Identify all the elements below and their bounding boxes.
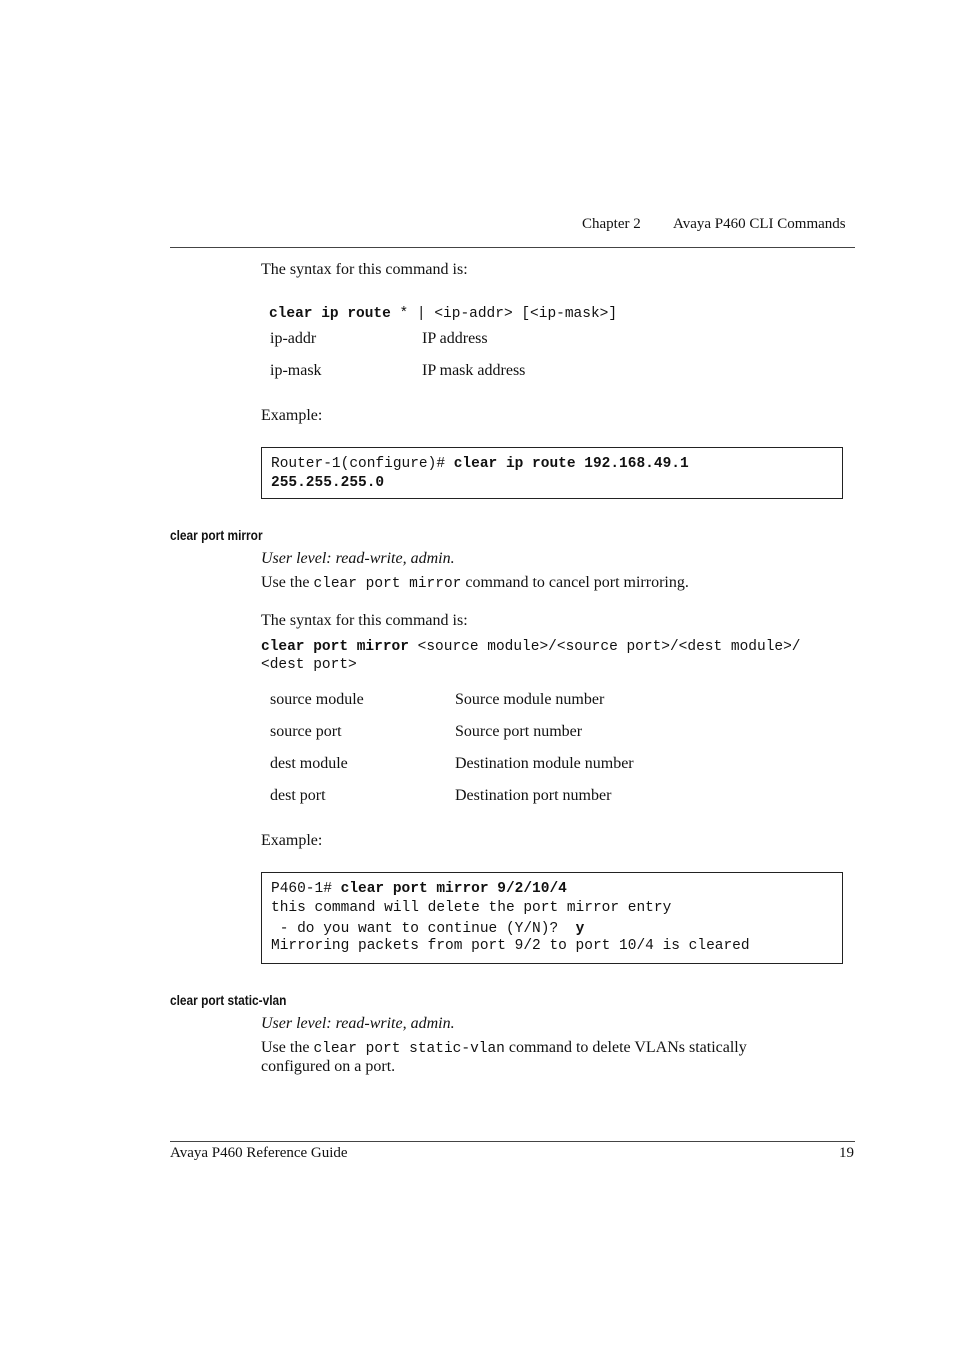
example-code-line	[271, 473, 384, 491]
syntax-arguments: * | <ip-addr> [<ip-mask>]	[390, 306, 618, 322]
inline-command: clear port static-vlan	[313, 1041, 505, 1057]
param-name: dest module	[270, 755, 348, 772]
description-text: Use the	[261, 574, 314, 591]
example-code-box	[261, 447, 843, 499]
param-description: Destination port number	[455, 787, 612, 804]
running-header-title: Avaya P460 CLI Commands	[673, 216, 846, 232]
section-heading: clear port mirror	[170, 527, 263, 543]
syntax-intro: The syntax for this command is:	[261, 612, 468, 629]
footer-rule	[170, 1141, 855, 1142]
description-continued: configured on a port.	[261, 1058, 396, 1075]
footer-title: Avaya P460 Reference Guide	[170, 1145, 348, 1161]
syntax-line	[261, 637, 801, 655]
param-name: dest port	[270, 787, 326, 804]
description	[261, 1039, 747, 1057]
param-description: Source module number	[455, 691, 605, 708]
syntax-line	[261, 286, 617, 322]
param-name: ip-addr	[270, 330, 317, 347]
example-code-box	[261, 872, 843, 964]
param-description: Source port number	[455, 723, 583, 740]
syntax-arguments: <dest port>	[261, 657, 357, 673]
example-code-line	[271, 879, 567, 897]
inline-command: clear port mirror	[313, 576, 462, 592]
example-code-line: Mirroring packets from port 9/2 to port 10/4 is cleared	[271, 938, 750, 954]
example-label: Example:	[261, 407, 323, 424]
param-description: Destination module number	[455, 755, 634, 772]
user-level: User level: read-write, admin.	[261, 1015, 455, 1032]
description-text: command to delete VLANs statically	[504, 1039, 747, 1056]
param-description: IP mask address	[422, 362, 526, 379]
cli-prompt: Router-1(configure)#	[271, 456, 454, 472]
syntax-command: clear port mirror	[261, 639, 409, 655]
param-description: IP address	[422, 330, 488, 347]
description-text: Use the	[261, 1039, 314, 1056]
description	[261, 574, 689, 592]
syntax-arguments: <source module>/<source port>/<dest module>/	[408, 639, 801, 655]
example-code-line	[271, 454, 689, 472]
param-name: ip-mask	[270, 362, 322, 379]
cli-command: clear ip route 192.168.49.1	[453, 456, 689, 472]
section-heading: clear port static-vlan	[170, 992, 287, 1008]
running-header-chapter: Chapter 2	[582, 216, 641, 232]
example-label: Example:	[261, 832, 323, 849]
syntax-command: clear ip route	[269, 306, 391, 322]
syntax-intro: The syntax for this command is:	[261, 261, 468, 278]
page-number: 19	[839, 1145, 854, 1161]
cli-answer: y	[575, 921, 585, 937]
param-name: source module	[270, 691, 364, 708]
cli-command: clear port mirror 9/2/10/4	[340, 881, 567, 897]
user-level: User level: read-write, admin.	[261, 550, 455, 567]
example-code-line	[271, 919, 584, 937]
cli-output: - do you want to continue (Y/N)?	[271, 921, 576, 937]
description-text: command to cancel port mirroring.	[461, 574, 689, 591]
example-code-line: this command will delete the port mirror entry	[271, 900, 672, 916]
header-rule	[170, 247, 855, 248]
cli-prompt: P460-1#	[271, 881, 341, 897]
param-name: source port	[270, 723, 342, 740]
cli-command: 255.255.255.0	[271, 475, 385, 491]
